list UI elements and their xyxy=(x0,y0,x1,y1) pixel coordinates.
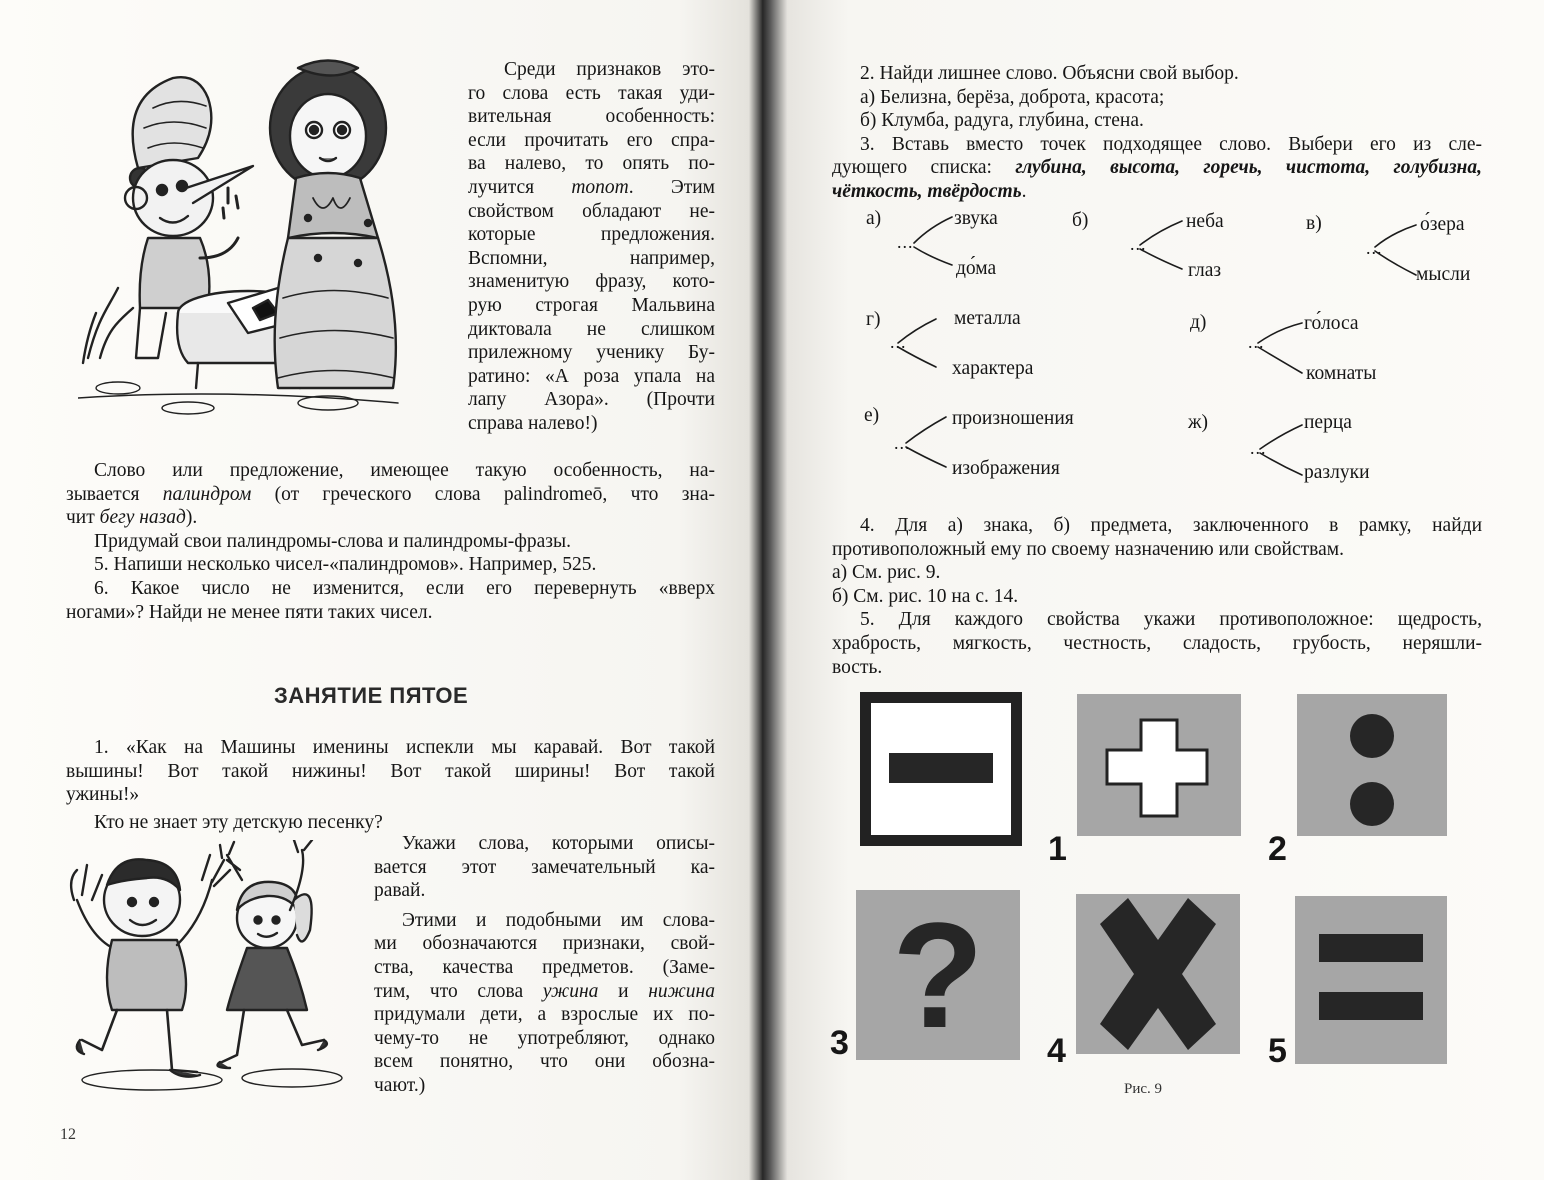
intro-line: прилежному ученику Бу- xyxy=(468,342,715,364)
word-list: чёткость, твёрдость xyxy=(832,180,1022,202)
karavai-line: чему-то не употребляют, однако xyxy=(374,1027,715,1049)
plus-sign-icon xyxy=(1077,694,1241,836)
karavai-line: ми обозначаются признаки, свой- xyxy=(374,933,715,955)
karavai-line: вается этот замечательный ка- xyxy=(374,856,715,878)
intro-text: лучится xyxy=(468,176,535,198)
text: ). xyxy=(185,507,198,529)
fork-bottom-word: характера xyxy=(952,358,1034,379)
task-4-block xyxy=(832,514,1482,679)
task-2-a: а) Белизна, берёза, доброта, красота; xyxy=(860,86,1165,108)
term-begu-nazad: бегу назад xyxy=(99,507,186,529)
intro-line: свойством обладают не- xyxy=(468,200,715,222)
fork-dots: ... xyxy=(1248,332,1265,352)
term-uzhina: ужина xyxy=(542,980,599,1002)
left-page xyxy=(0,0,760,1180)
text: дующего списка: xyxy=(832,157,992,179)
intro-line: ва налево, то опять по- xyxy=(468,153,715,175)
intro-line: Вспомни, например, xyxy=(468,247,715,269)
intro-line: вительная особенность: xyxy=(468,106,715,128)
fork-top-word: произношения xyxy=(952,408,1074,429)
task-1-block xyxy=(66,736,715,834)
task-3-line: 3. Вставь вместо точек подходящее слово. Выбери его из сле- xyxy=(860,133,1482,155)
karavai-line xyxy=(374,980,715,1004)
task-3-line xyxy=(832,156,1482,180)
karavai-line: всем понятно, что они обозна- xyxy=(374,1051,715,1073)
task-2-block xyxy=(832,62,1482,204)
karavai-block xyxy=(374,832,715,1098)
multiply-sign-tile xyxy=(1076,894,1240,1054)
intro-line xyxy=(468,176,715,200)
intro-text: . Этим xyxy=(628,176,716,198)
palindrome-line: Слово или предложение, имеющее такую особенность, на- xyxy=(94,460,715,481)
karavai-line: Укажи слова, которыми описы- xyxy=(402,833,715,854)
fork-bottom-word: мысли xyxy=(1416,264,1471,285)
intro-line: диктовала не слишком xyxy=(468,318,715,340)
equals-sign-tile xyxy=(1295,896,1447,1064)
task-4-a: а) См. рис. 9. xyxy=(832,562,941,584)
question-mark-tile xyxy=(856,890,1020,1060)
fork-letter: г) xyxy=(866,309,881,330)
fork-bottom-word: комнаты xyxy=(1306,363,1377,384)
fork-top-word: неба xyxy=(1186,211,1224,232)
palindrome-paragraph xyxy=(66,459,715,624)
fork-dots: ... xyxy=(890,332,907,352)
plus-sign-tile xyxy=(1077,694,1241,836)
text: (от греческого слова palindromeō, что зна- xyxy=(274,483,716,505)
task-6-line: 6. Какое число не изменится, если его перевернуть «вверх xyxy=(94,577,715,599)
fork-letter: б) xyxy=(1072,210,1089,231)
task-5-line: вость. xyxy=(832,656,883,678)
fork-bottom-word: глаз xyxy=(1188,260,1222,281)
task-1-line: ужины!» xyxy=(66,784,140,806)
task-2-title: 2. Найди лишнее слово. Объясни свой выбор. xyxy=(860,63,1239,84)
fork-dots: ... xyxy=(1250,438,1267,458)
buratino-malvina-illustration xyxy=(78,58,408,418)
task-6-line: ногами»? Найди не менее пяти таких чисел. xyxy=(66,601,433,623)
intro-line: которые предложения. xyxy=(468,224,715,246)
karavai-line: чают.) xyxy=(374,1074,426,1096)
fork-letter: е) xyxy=(864,405,880,426)
palindrome-line xyxy=(66,483,715,507)
fork-top-word: перца xyxy=(1304,412,1352,433)
intro-line: ратино: «А роза упала на xyxy=(468,365,715,387)
intro-line: если прочитать его спра- xyxy=(468,129,715,151)
colon-sign-icon xyxy=(1297,694,1447,836)
text: тим, что слова xyxy=(374,980,524,1002)
task-4-b: б) См. рис. 10 на с. 14. xyxy=(832,585,1019,607)
text: зывается xyxy=(66,483,140,505)
task-4-line: противоположный ему по своему назначению или свойствам. xyxy=(832,538,1344,560)
fork-dots: ... xyxy=(1366,238,1383,258)
term-topot: топот xyxy=(571,176,629,198)
fork-bottom-word: разлуки xyxy=(1304,462,1370,483)
intro-line: справа налево!) xyxy=(468,412,598,434)
figure-label-3: 3 xyxy=(830,1024,849,1062)
intro-line: го слова есть такая уди- xyxy=(468,82,715,104)
fork-top-word: го́лоса xyxy=(1304,313,1359,334)
minus-sign-icon xyxy=(871,703,1011,835)
intro-line: знаменитую фразу, кото- xyxy=(468,271,715,293)
text: . xyxy=(1021,180,1027,202)
task-invent: Придумай свои палиндромы-слова и палиндромы-фразы. xyxy=(94,530,571,552)
intro-line: рую строгая Мальвина xyxy=(468,294,715,316)
karavai-line: равай. xyxy=(374,880,426,902)
fork-top-word: о́зера xyxy=(1420,214,1465,235)
karavai-line: придумали дети, а взрослые их по- xyxy=(374,1004,715,1026)
task-5-left: 5. Напиши несколько чисел-«палиндромов». Например, 525. xyxy=(94,554,597,576)
fork-bottom-word: изображения xyxy=(952,458,1060,479)
intro-line: лапу Азора». (Прочти xyxy=(468,389,715,411)
fork-dots: ... xyxy=(897,232,914,252)
task-1-line: вышины! Вот такой нижины! Вот такой ширины! Вот такой xyxy=(66,760,715,782)
task-2-b: б) Клумба, радуга, глубина, стена. xyxy=(860,110,1144,132)
minus-sign-tile xyxy=(860,692,1022,846)
task-5-line: 5. Для каждого свойства укажи противоположное: щедрость, xyxy=(860,609,1482,631)
right-page xyxy=(780,0,1544,1180)
text: чит xyxy=(66,507,95,529)
fork-letter: в) xyxy=(1306,213,1322,234)
term-nizhina: нижина xyxy=(648,980,715,1002)
word-list: глубина, высота, горечь, чистота, голубизна, xyxy=(1015,157,1482,179)
intro-line: Среди признаков это- xyxy=(504,59,715,80)
fork-top-word: металла xyxy=(954,308,1021,329)
fork-dots: ... xyxy=(1130,234,1147,254)
figure-label-2: 2 xyxy=(1268,830,1287,868)
colon-sign-tile xyxy=(1297,694,1447,836)
text: и xyxy=(618,980,629,1002)
multiply-sign-icon xyxy=(1076,894,1240,1054)
task-4-line: 4. Для а) знака, б) предмета, заключенного в рамку, найди xyxy=(860,515,1482,536)
fork-dots: ... xyxy=(894,433,911,453)
question-mark-icon: ? xyxy=(892,891,984,1059)
fork-letter: д) xyxy=(1190,312,1207,333)
fork-bottom-word: до́ма xyxy=(956,258,997,279)
fork-letter: а) xyxy=(866,208,882,229)
page-number: 12 xyxy=(60,1126,76,1143)
palindrome-line xyxy=(66,506,715,530)
figure-label-1: 1 xyxy=(1048,830,1067,868)
figure-label-5: 5 xyxy=(1268,1032,1287,1070)
fork-top-word: звука xyxy=(954,208,998,229)
question-line: Кто не знает эту детскую песенку? xyxy=(94,811,383,833)
task-1-line: 1. «Как на Машины именины испекли мы каравай. Вот такой xyxy=(94,737,715,758)
task-5-line: храбрость, мягкость, честность, сладость, грубость, неряшли- xyxy=(832,632,1482,654)
term-palindrom: палиндром xyxy=(162,483,252,505)
equals-sign-icon xyxy=(1295,896,1447,1064)
dancing-children-illustration xyxy=(62,840,362,1100)
figure-caption: Рис. 9 xyxy=(1124,1081,1163,1097)
figure-label-4: 4 xyxy=(1047,1032,1066,1070)
lesson-heading: ЗАНЯТИЕ ПЯТОЕ xyxy=(274,683,469,708)
karavai-line: Этими и подобными им слова- xyxy=(402,909,715,931)
karavai-line: ства, качества предметов. (Заме- xyxy=(374,956,715,978)
fork-letter: ж) xyxy=(1188,412,1208,433)
